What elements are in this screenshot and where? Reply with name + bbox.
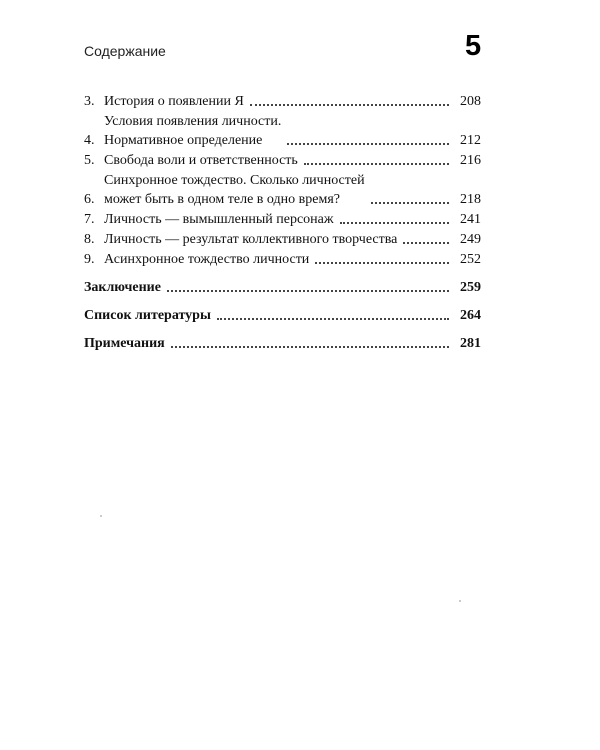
toc-entry-title: История о появлении Я: [104, 94, 244, 109]
dot-leader: [315, 262, 449, 264]
toc-section: [84, 334, 481, 353]
toc-entry: [84, 230, 481, 249]
toc-entry-page: 241: [460, 212, 481, 227]
toc-section-page: 259: [460, 280, 481, 295]
toc-entry: [84, 112, 481, 150]
toc-entry-title: Синхронное тождество. Сколько личностей может быть в одном теле в одно время?: [104, 173, 365, 207]
dot-leader: [171, 346, 449, 348]
toc-entry: [84, 210, 481, 229]
toc-section-page: 281: [460, 336, 481, 351]
toc-entry: [84, 92, 481, 111]
paper-speck: [459, 600, 461, 602]
toc-section-title: Заключение: [84, 280, 161, 295]
toc-entry-title: Условия появления личности. Нормативное определение: [104, 114, 282, 148]
toc-entry: [84, 171, 481, 209]
toc-entry-page: 252: [460, 252, 481, 267]
dot-leader: [340, 222, 449, 224]
running-title: Содержание: [84, 43, 166, 59]
toc-entry-title: Личность — вымышленный персонаж: [104, 212, 334, 227]
toc-entry-number: 3.: [84, 94, 95, 109]
toc-entry-title: Асинхронное тождество личности: [104, 252, 310, 267]
toc-entry-title: Свобода воли и ответственность: [104, 153, 298, 168]
page-number: 5: [465, 30, 482, 62]
toc-entry-page: 212: [460, 133, 481, 148]
toc-section: [84, 278, 481, 297]
toc-section: [84, 306, 481, 325]
toc-entry-number: 6.: [84, 192, 95, 207]
dot-leader: [167, 290, 449, 292]
toc-entry: [84, 250, 481, 269]
toc-section-page: 264: [460, 308, 481, 323]
toc-entry-page: 208: [460, 94, 481, 109]
toc-entry-page: 216: [460, 153, 481, 168]
toc-entry-page: 249: [460, 232, 481, 247]
dot-leader: [371, 202, 449, 204]
dot-leader: [250, 104, 449, 106]
dot-leader: [304, 163, 449, 165]
table-of-contents: [84, 92, 481, 354]
toc-entry-title: Личность — результат коллективного творчества: [104, 232, 398, 247]
toc-entry-number: 8.: [84, 232, 95, 247]
toc-entry-number: 4.: [84, 133, 95, 148]
toc-entry-number: 5.: [84, 153, 95, 168]
toc-entry-page: 218: [460, 192, 481, 207]
dot-leader: [287, 143, 449, 145]
dot-leader: [217, 318, 449, 320]
paper-speck: [100, 515, 102, 517]
toc-entry-number: 9.: [84, 252, 95, 267]
toc-section-title: Примечания: [84, 336, 165, 351]
toc-entry: [84, 151, 481, 170]
toc-entry-number: 7.: [84, 212, 95, 227]
dot-leader: [403, 242, 449, 244]
toc-section-title: Список литературы: [84, 308, 211, 323]
